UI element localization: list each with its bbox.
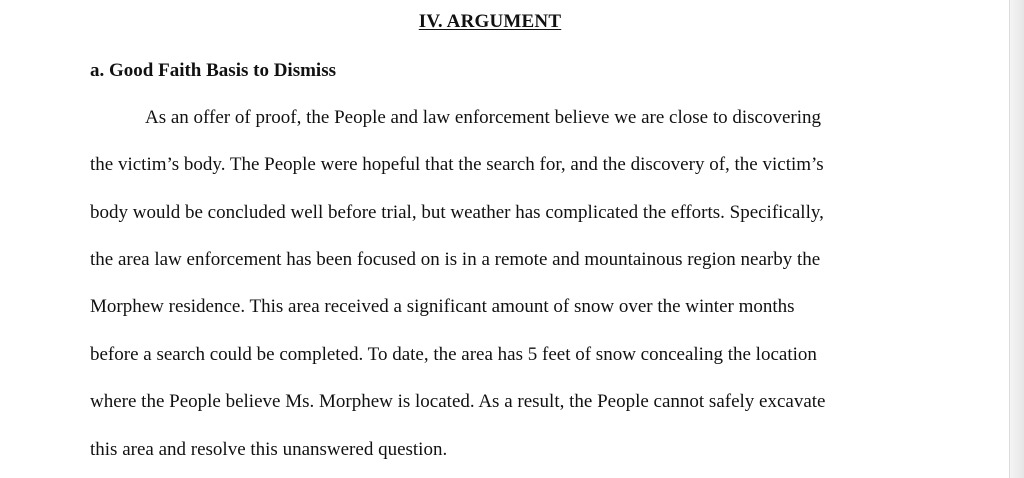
paragraph-line: the victim’s body. The People were hopeful that the search for, and the discovery of, the victim’s — [90, 154, 824, 175]
paragraph-line: Morphew residence. This area received a significant amount of snow over the winter months — [90, 296, 795, 317]
paragraph-line: As an offer of proof, the People and law enforcement believe we are close to discovering — [145, 107, 822, 128]
page-edge-scrollbar[interactable] — [1009, 0, 1024, 478]
paragraph-line: before a search could be completed. To date, the area has 5 feet of snow concealing the location — [90, 344, 817, 365]
section-heading: IV. ARGUMENT — [418, 11, 562, 32]
paragraph-line: the area law enforcement has been focused on is in a remote and mountainous region nearby the — [90, 249, 821, 270]
paragraph-line: where the People believe Ms. Morphew is located. As a result, the People cannot safely excavate — [90, 391, 826, 412]
paragraph-line: this area and resolve this unanswered question. — [90, 439, 448, 460]
paragraph-line: body would be concluded well before trial, but weather has complicated the efforts. Specifically, — [90, 202, 824, 223]
subsection-heading: a. Good Faith Basis to Dismiss — [90, 60, 336, 81]
